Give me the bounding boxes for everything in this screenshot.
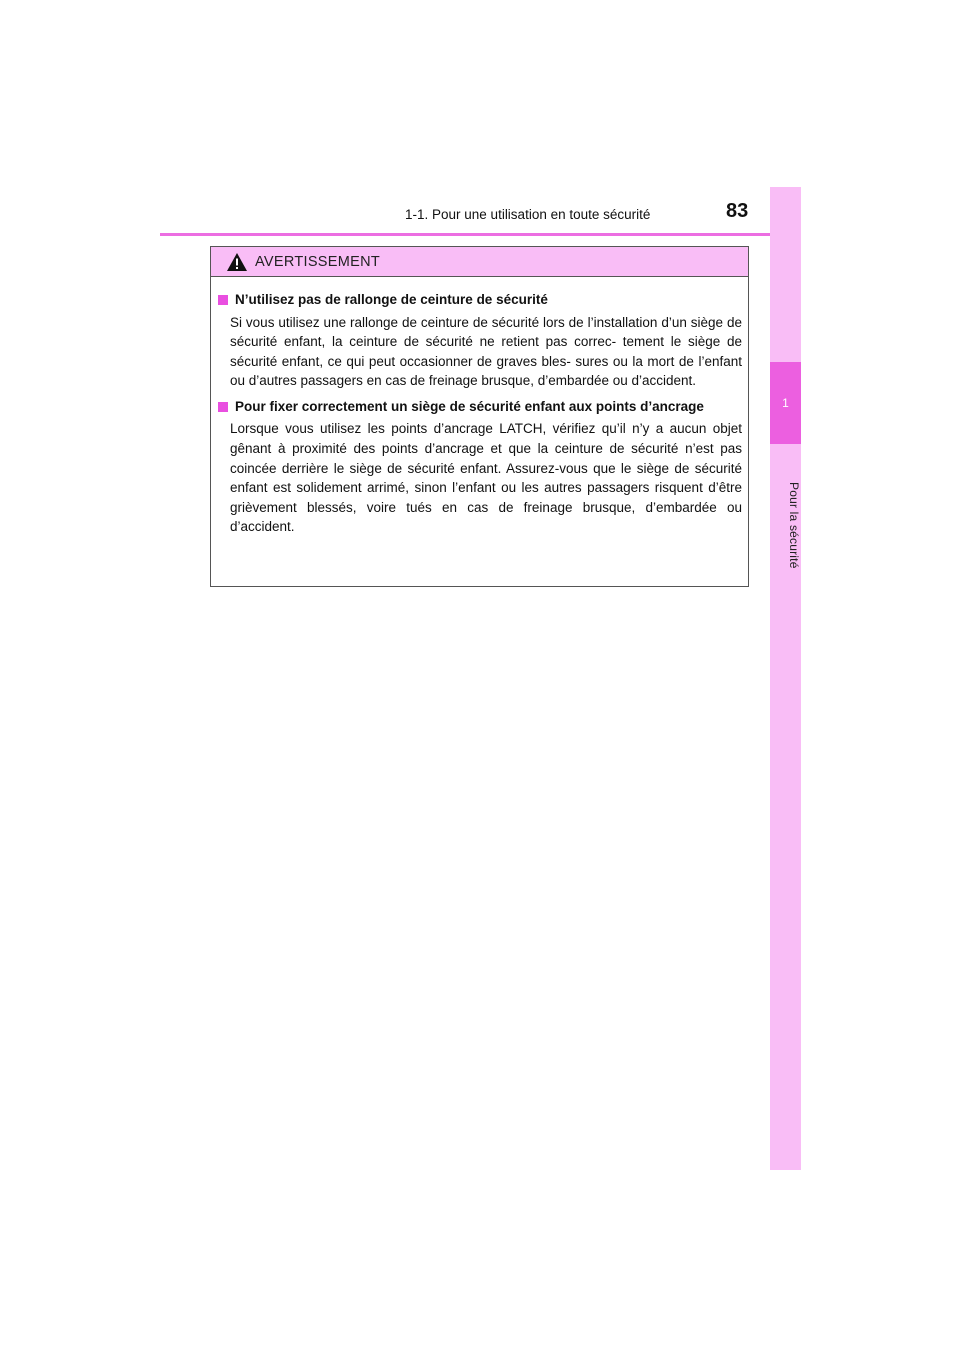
- warning-item: [218, 397, 742, 537]
- warning-body: [211, 277, 748, 537]
- warning-box: [210, 246, 749, 587]
- page-number: 83: [726, 200, 749, 222]
- section-title: 1-1. Pour une utilisation en toute sécurité: [405, 207, 651, 222]
- square-bullet-icon: [218, 402, 228, 412]
- chapter-label: Pour la sécurité: [787, 481, 801, 569]
- warning-title: AVERTISSEMENT: [255, 253, 381, 270]
- chapter-number: 1: [770, 362, 801, 444]
- warning-item-heading-text: N’utilisez pas de rallonge de ceinture de sécurité: [235, 292, 548, 307]
- warning-triangle-icon: [226, 252, 248, 272]
- warning-item-text: Si vous utilisez une rallonge de ceinture de sécurité lors de l’installation d’un siège de sécurité enfant, la ceinture de sécurité ne retient pas correc- tement le siège de sécurité enfant, ce qui peut occasionner de graves bles- sures ou la mort de l’enfant ou d’autres passagers en cas de freinage brusque, d’embardée ou d’accident.: [230, 314, 742, 389]
- warning-item-heading: [218, 290, 742, 310]
- square-bullet-icon: [218, 295, 228, 305]
- chapter-side-tab: [770, 187, 801, 1170]
- warning-header: [211, 247, 748, 277]
- warning-item-heading-text: Pour fixer correctement un siège de sécurité enfant aux points d’ancrage: [235, 398, 704, 414]
- warning-item-text: Lorsque vous utilisez les points d’ancrage LATCH, vérifiez qu’il n’y a aucun objet gênant à proximité des points d’ancrage et que la ceinture de sécurité n’est pas coincée derrière le siège de sécurité enfant. Assurez-vous que le siège de sécurité enfant est solidement arrimé, sinon l’enfant ou les autres passagers risquent d’être grièvement blessés, voire tués en cas de freinage brusque, d’embardée ou d’accident.: [230, 421, 742, 535]
- header-rule: [160, 233, 800, 236]
- warning-item-heading: [218, 397, 742, 417]
- warning-item: [218, 290, 742, 391]
